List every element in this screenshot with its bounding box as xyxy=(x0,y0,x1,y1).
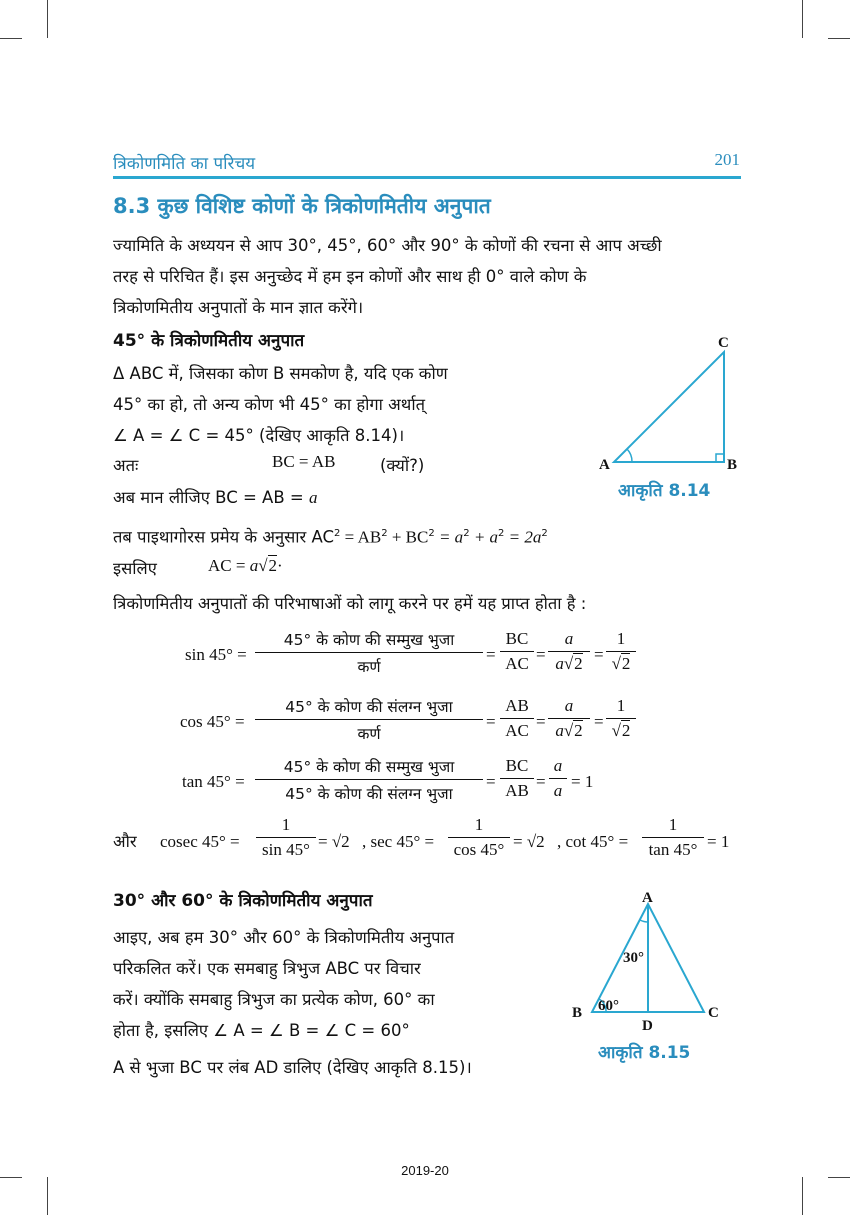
a: a xyxy=(555,654,564,673)
s45-line: Δ ABC में, जिसका कोण B समकोण है, यदि एक कोण xyxy=(113,364,448,383)
bc-over-ab xyxy=(500,756,534,801)
pyth-part: + a xyxy=(469,527,499,547)
ab-over-ac xyxy=(500,696,534,741)
eq-root2: = √2 xyxy=(513,832,545,851)
equals: = xyxy=(536,712,546,731)
equals: = xyxy=(486,772,496,791)
header-rule xyxy=(113,176,741,179)
ac-equation: AC = a√2· xyxy=(208,556,283,575)
sup: 2 xyxy=(428,528,435,539)
a-over-a-root2: $\frac{a}{a√2}$ xyxy=(548,696,590,741)
hypotenuse-label: कर्ण xyxy=(357,658,381,676)
a: a xyxy=(564,696,574,715)
intro-paragraph xyxy=(113,230,743,323)
ac-a: a xyxy=(249,556,259,575)
cot45-lhs: , cot 45° = xyxy=(557,832,629,851)
angle-30-label: 30° xyxy=(623,950,644,966)
vertex-b-label: B xyxy=(727,457,738,470)
ac-root: 2 xyxy=(268,556,278,575)
vertex-b-label: B xyxy=(572,1005,583,1021)
page-number: 201 xyxy=(714,150,740,169)
one: 1 xyxy=(606,696,636,719)
one-over-root2: $\frac{1}{√2}$ xyxy=(606,696,636,741)
bc: BC xyxy=(500,629,534,652)
opposite-side-label: 45° के कोण की सम्मुख भुजा xyxy=(255,628,483,653)
two: 2 xyxy=(621,721,631,740)
s30-line: परिकलित करें। एक समबाहु त्रिभुज ABC पर विचार xyxy=(113,959,421,978)
subsection-45-title: 45° के त्रिकोणमितीय अनुपात xyxy=(113,331,305,351)
a-over-a-root2: $\frac{a}{a√2}$ xyxy=(548,629,590,674)
crop-mark xyxy=(47,0,48,38)
equals: = xyxy=(536,645,546,664)
section-title: 8.3 कुछ विशिष्ट कोणों के त्रिकोणमितीय अनुपात xyxy=(113,194,491,218)
sup: 2 xyxy=(381,528,388,539)
s45-paragraph xyxy=(113,358,533,451)
bc-over-ac xyxy=(500,629,534,674)
crop-mark xyxy=(47,1177,48,1215)
one: 1 xyxy=(256,815,316,838)
crop-mark xyxy=(828,38,850,39)
s30-paragraph xyxy=(113,922,553,1083)
tan45-lhs: tan 45° = xyxy=(182,772,245,791)
s30-line: आइए, अब हम 30° और 60° के त्रिकोणमितीय अनुपात xyxy=(113,928,455,947)
aur-label: और xyxy=(113,832,137,851)
a-over-a xyxy=(549,756,567,801)
cosec45-lhs: cosec 45° = xyxy=(160,832,240,851)
running-header-chapter: त्रिकोणमिति का परिचय xyxy=(113,154,256,174)
hypotenuse-label: कर्ण xyxy=(357,725,381,743)
intro-line: तरह से परिचित हैं। इस अनुच्छेद में हम इन कोणों और साथ ही 0° वाले कोण के xyxy=(113,267,587,286)
sin45-lhs: sin 45° = xyxy=(185,645,247,664)
assume-line xyxy=(113,482,317,513)
tan45-def-fraction xyxy=(255,755,483,804)
sup: 2 xyxy=(498,528,505,539)
two: 2 xyxy=(574,654,583,673)
sin45-def-fraction xyxy=(255,628,483,677)
figure-8-14-caption: आकृति 8.14 xyxy=(618,481,711,501)
angle-arc-a xyxy=(627,449,632,462)
vertex-c-label: C xyxy=(718,335,729,351)
s30-line: A से भुजा BC पर लंब AD डालिए (देखिए आकृति 8.15)। xyxy=(113,1058,472,1077)
two: 2 xyxy=(574,721,583,740)
equals: = xyxy=(486,645,496,664)
ac-dot: · xyxy=(277,556,283,575)
vertex-a-label: A xyxy=(599,457,610,470)
tan-result: = 1 xyxy=(571,772,594,791)
sec45-lhs: , sec 45° = xyxy=(362,832,435,851)
tan45: tan 45° xyxy=(648,840,698,859)
s30-line: करें। क्योंकि समबाहु त्रिभुज का प्रत्येक कोण, 60° का xyxy=(113,990,435,1009)
triangle-abc xyxy=(614,352,724,462)
pyth-part: = AB xyxy=(340,527,382,547)
ab: AB xyxy=(505,781,529,800)
figure-8-14 xyxy=(594,330,744,470)
one-over-root2: $\frac{1}{√2}$ xyxy=(606,629,636,674)
s30-line: होता है, इसलिए ∠ A = ∠ B = ∠ C = 60° xyxy=(113,1021,410,1040)
bc-equals-ab: BC = AB xyxy=(272,452,336,471)
opposite-side-label: 45° के कोण की सम्मुख भुजा xyxy=(255,755,483,780)
figure-8-15-caption: आकृति 8.15 xyxy=(598,1043,691,1063)
ab: AB xyxy=(500,696,534,719)
equals: = xyxy=(536,772,546,791)
equals: = xyxy=(486,712,496,731)
why-note: (क्यों?) xyxy=(380,456,425,475)
sin45: sin 45° xyxy=(262,840,310,859)
intro-line: ज्यामिति के अध्ययन से आप 30°, 45°, 60° और 90° के कोणों की रचना से आप अच्छी xyxy=(113,236,662,255)
equals: = xyxy=(594,645,604,664)
eq-root2: = √2 xyxy=(318,832,350,851)
angle-60-label: 60° xyxy=(598,998,619,1014)
one: 1 xyxy=(448,815,510,838)
one: 1 xyxy=(642,815,704,838)
two: 2 xyxy=(621,654,631,673)
apply-line: त्रिकोणमितीय अनुपातों की परिभाषाओं को लागू करने पर हमें यह प्राप्त होता है : xyxy=(113,594,587,613)
a: a xyxy=(553,781,563,800)
vertex-a-label: A xyxy=(642,890,653,906)
crop-mark xyxy=(0,38,22,39)
adjacent-side-label: 45° के कोण की संलग्न भुजा xyxy=(285,785,453,803)
foot-d-label: D xyxy=(642,1018,653,1034)
crop-mark xyxy=(802,1177,803,1215)
sup: 2 xyxy=(541,528,548,539)
a: a xyxy=(555,721,564,740)
pyth-text: तब पाइथागोरस प्रमेय के अनुसार AC xyxy=(113,527,335,547)
cot-result: = 1 xyxy=(707,832,730,851)
equals: = xyxy=(594,712,604,731)
assume-text: अब मान लीजिए BC = AB = xyxy=(113,488,309,507)
pyth-part: + BC xyxy=(387,527,429,547)
pyth-part: = 2a xyxy=(504,527,542,547)
sup: 2 xyxy=(334,528,341,539)
s45-line: 45° का हो, तो अन्य कोण भी 45° का होगा अर्थात् xyxy=(113,395,426,414)
intro-line: त्रिकोणमितीय अनुपातों के मान ज्ञात करेंगे। xyxy=(113,298,364,317)
cos45: cos 45° xyxy=(453,840,505,859)
crop-mark xyxy=(802,0,803,38)
a: a xyxy=(564,629,574,648)
angle-arc-a xyxy=(640,920,648,922)
sup: 2 xyxy=(463,528,470,539)
one: 1 xyxy=(606,629,636,652)
cos45-lhs: cos 45° = xyxy=(180,712,245,731)
one-over-sin45 xyxy=(256,815,316,860)
ac: AC xyxy=(505,721,529,740)
ata-label: अतः xyxy=(113,456,139,475)
s45-line: ∠ A = ∠ C = 45° (देखिए आकृति 8.14)। xyxy=(113,426,405,445)
figure-8-15 xyxy=(568,890,728,1035)
right-angle-mark xyxy=(716,454,724,462)
one-over-tan45 xyxy=(642,815,704,860)
vertex-c-label: C xyxy=(708,1005,719,1021)
a: a xyxy=(553,756,563,775)
subsection-30-60-title: 30° और 60° के त्रिकोणमितीय अनुपात xyxy=(113,891,373,911)
bc: BC xyxy=(500,756,534,779)
adjacent-side-label: 45° के कोण की संलग्न भुजा xyxy=(255,695,483,720)
cos45-def-fraction xyxy=(255,695,483,744)
footer-year: 2019-20 xyxy=(401,1163,449,1178)
var-a: a xyxy=(308,488,318,507)
ac-eq: AC = xyxy=(208,556,250,575)
pyth-part: = a xyxy=(434,527,464,547)
pythagoras-line xyxy=(113,518,548,553)
ac: AC xyxy=(505,654,529,673)
therefore-label: इसलिए xyxy=(113,559,157,578)
one-over-cos45 xyxy=(448,815,510,860)
